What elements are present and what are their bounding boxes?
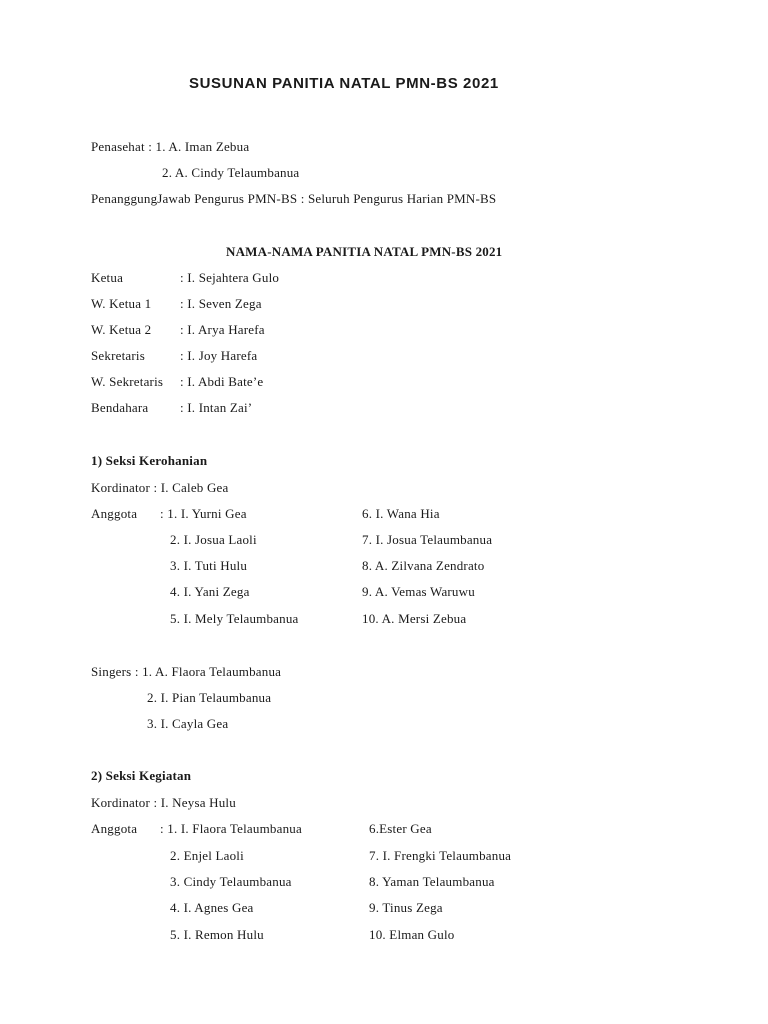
section-1-member: 4. I. Yani Zega: [170, 584, 250, 599]
officer-name: : I. Intan Zai’: [180, 400, 253, 415]
section-1-member: 2. I. Josua Laoli: [170, 532, 257, 547]
officer-role: W. Sekretaris: [91, 374, 164, 389]
singer: 2. I. Pian Telaumbanua: [147, 690, 272, 705]
officer-name: : I. Seven Zega: [180, 296, 262, 311]
officer-name: : I. Joy Harefa: [180, 348, 258, 363]
section-2-coordinator: Kordinator : I. Neysa Hulu: [91, 795, 236, 810]
section-2-heading: 2) Seksi Kegiatan: [91, 768, 192, 783]
section-1-member: : 1. I. Yurni Gea: [160, 506, 247, 521]
section-1-member: 9. A. Vemas Waruwu: [362, 584, 475, 599]
singer: 3. I. Cayla Gea: [147, 716, 229, 731]
advisor-line-2: 2. A. Cindy Telaumbanua: [162, 165, 300, 180]
section-2-member: 3. Cindy Telaumbanua: [170, 874, 292, 889]
responsible-line: PenanggungJawab Pengurus PMN-BS : Seluruh Pengurus Harian PMN-BS: [91, 191, 497, 206]
committee-heading: NAMA-NAMA PANITIA NATAL PMN-BS 2021: [226, 244, 503, 259]
officer-role: Sekretaris: [91, 348, 145, 363]
officer-role: Bendahara: [91, 400, 149, 415]
section-2-member: 8. Yaman Telaumbanua: [369, 874, 495, 889]
officer-name: : I. Sejahtera Gulo: [180, 270, 280, 285]
section-1-member: 8. A. Zilvana Zendrato: [362, 558, 485, 573]
section-2-member: 9. Tinus Zega: [369, 900, 443, 915]
section-1-member: 5. I. Mely Telaumbanua: [170, 611, 299, 626]
section-1-member: 7. I. Josua Telaumbanua: [362, 532, 493, 547]
advisor-line-1: Penasehat : 1. A. Iman Zebua: [91, 139, 250, 154]
section-2-members-label: Anggota: [91, 821, 138, 836]
officer-role: W. Ketua 2: [91, 322, 152, 337]
section-2-member: 10. Elman Gulo: [369, 927, 455, 942]
officer-name: : I. Arya Harefa: [180, 322, 265, 337]
document-title: SUSUNAN PANITIA NATAL PMN-BS 2021: [189, 75, 499, 92]
section-2-member: 6.Ester Gea: [369, 821, 432, 836]
section-1-heading: 1) Seksi Kerohanian: [91, 453, 208, 468]
section-2-member: 5. I. Remon Hulu: [170, 927, 264, 942]
section-1-members-label: Anggota: [91, 506, 138, 521]
section-2-member: 7. I. Frengki Telaumbanua: [369, 848, 512, 863]
section-1-member: 3. I. Tuti Hulu: [170, 558, 248, 573]
section-1-member: 6. I. Wana Hia: [362, 506, 440, 521]
officer-name: : I. Abdi Bate’e: [180, 374, 264, 389]
singers-line: Singers : 1. A. Flaora Telaumbanua: [91, 664, 282, 679]
section-1-member: 10. A. Mersi Zebua: [362, 611, 467, 626]
section-2-member: 2. Enjel Laoli: [170, 848, 244, 863]
section-2-member: : 1. I. Flaora Telaumbanua: [160, 821, 302, 836]
section-1-coordinator: Kordinator : I. Caleb Gea: [91, 480, 229, 495]
officer-role: Ketua: [91, 270, 124, 285]
officer-role: W. Ketua 1: [91, 296, 152, 311]
section-2-member: 4. I. Agnes Gea: [170, 900, 254, 915]
